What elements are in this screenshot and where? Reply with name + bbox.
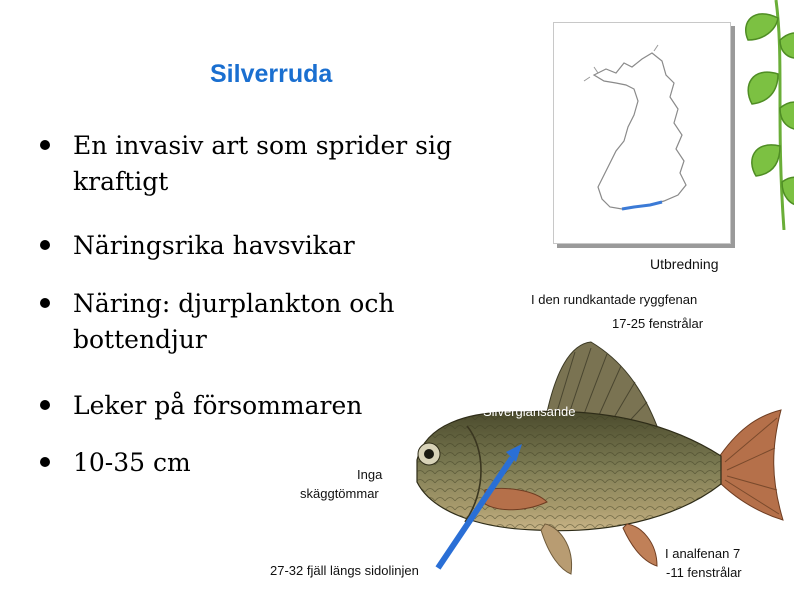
barbels-label-line2: skäggtömmar	[300, 486, 379, 501]
bullet-text: Näringsrika havsvikar	[73, 231, 355, 260]
map-caption: Utbredning	[650, 256, 719, 272]
silver-shine-label: Silverglänsande	[483, 404, 576, 419]
anal-fin-label: I analfenan 7	[665, 546, 741, 561]
anal-fin-count-label: -11 fenstrålar	[666, 565, 742, 580]
dorsal-fin-count-label: 17-25 fenstrålar	[612, 316, 704, 331]
bullet-text: Leker på försommaren	[73, 391, 363, 420]
bullet-text: En invasiv art som sprider sig kraftigt	[73, 131, 453, 196]
slide-title: Silverruda	[210, 60, 333, 88]
bullet-text: Näring: djurplankton och bottendjur	[73, 289, 395, 354]
barbels-label: Inga	[357, 467, 383, 482]
dorsal-fin-label: I den rundkantade ryggfenan	[531, 292, 698, 307]
bullet-text: 10-35 cm	[73, 448, 191, 477]
lateral-line-scales-label: 27-32 fjäll längs sidolinjen	[270, 563, 419, 578]
